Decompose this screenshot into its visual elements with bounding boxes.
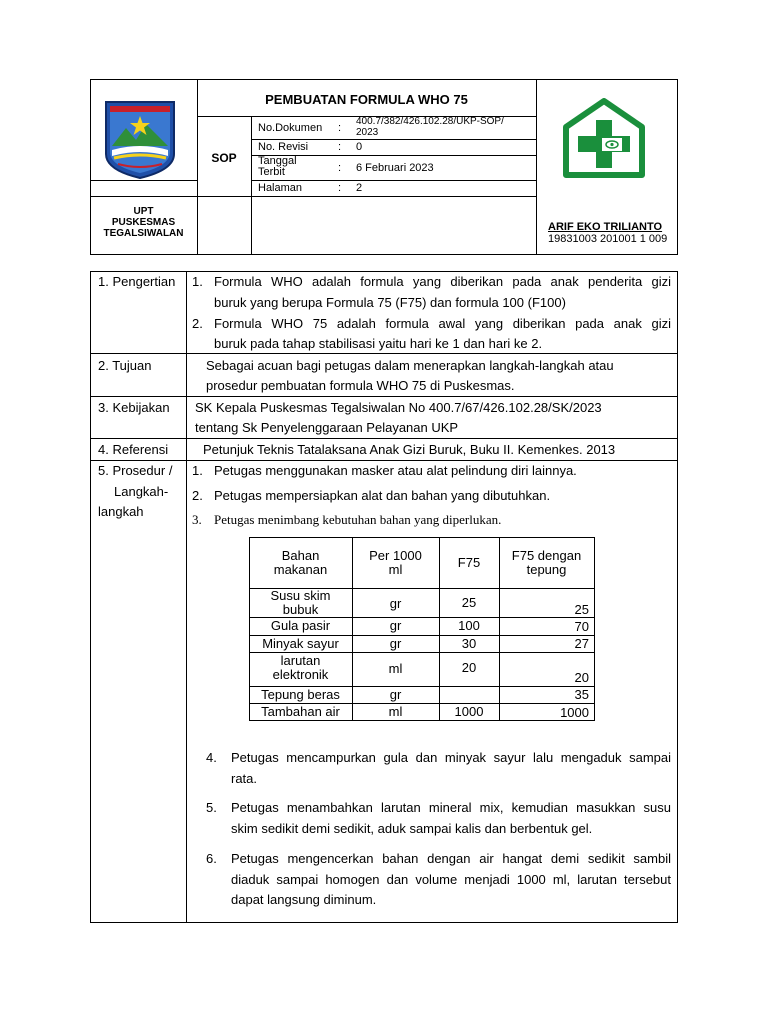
table-cell: 100	[458, 618, 480, 633]
step-text: Petugas menambahkan larutan mineral mix, kemudian masukkan susu	[231, 800, 671, 815]
step-text: dapat langsung diminum.	[231, 892, 377, 907]
table-header: F75	[457, 555, 481, 570]
table-cell: gr	[389, 636, 402, 651]
meta-sep: :	[338, 141, 342, 153]
table-header: ml	[388, 562, 403, 577]
kebijakan-text: tentang Sk Penyelenggaraan Pelayanan UKP	[195, 420, 459, 435]
puskesmas-logo	[562, 98, 646, 178]
table-cell: 25	[574, 602, 589, 617]
table-cell: ml	[388, 704, 403, 719]
table-cell: ml	[388, 661, 403, 676]
meta-sep: :	[338, 182, 342, 194]
signer-name: ARIF EKO TRILIANTO	[548, 221, 663, 233]
meta-label-tanggal: Tanggal	[258, 155, 297, 167]
list-number: 2.	[192, 488, 203, 503]
table-cell: bubuk	[282, 602, 319, 617]
tujuan-text: Sebagai acuan bagi petugas dalam menerapkan langkah-langkah atau	[206, 358, 614, 373]
table-cell: larutan	[280, 653, 321, 668]
meta-value-tanggal: 6 Februari 2023	[356, 162, 434, 174]
table-cell: 30	[461, 636, 477, 651]
org-name: PUSKESMAS	[111, 217, 176, 228]
document-title: PEMBUATAN FORMULA WHO 75	[265, 92, 468, 107]
table-cell: 20	[574, 670, 589, 685]
list-number: 5.	[206, 800, 217, 815]
meta-value-no-dokumen: 2023	[356, 127, 379, 138]
table-header: Per 1000	[369, 548, 422, 563]
table-cell: 20	[461, 660, 477, 675]
table-cell: gr	[389, 687, 402, 702]
meta-sep: :	[338, 162, 342, 174]
list-item-text: Formula WHO adalah formula yang diberikan pada anak penderita gizi	[214, 274, 671, 289]
section-label-tujuan: 2. Tujuan	[98, 358, 152, 373]
table-cell: gr	[389, 618, 402, 633]
step-text: Petugas mencampurkan gula dan minyak sayur lalu mengaduk sampai	[231, 750, 671, 765]
table-cell: Susu skim	[270, 588, 331, 603]
kebijakan-text: SK Kepala Puskesmas Tegalsiwalan No 400.7/67/426.102.28/SK/2023	[195, 400, 602, 415]
meta-value-no-dokumen: 400.7/382/426.102.28/UKP-SOP/	[356, 116, 504, 127]
table-header: F75 dengan	[511, 548, 582, 563]
table-header: makanan	[273, 562, 328, 577]
table-cell: Minyak sayur	[262, 636, 339, 651]
step-text: skim sedikit demi sedikit, aduk sampai kalis dan berbentuk gel.	[231, 821, 593, 836]
table-header: Bahan	[281, 548, 320, 563]
section-label-prosedur: Langkah-	[114, 484, 169, 499]
step-text: diaduk sampai homogen dan volume menjadi 1000 ml, larutan tersebut	[231, 872, 671, 887]
meta-label-halaman: Halaman	[258, 182, 303, 194]
list-number: 6.	[206, 851, 217, 866]
table-cell: gr	[389, 596, 402, 611]
table-cell: 25	[461, 595, 477, 610]
table-header: tepung	[526, 562, 567, 577]
org-name: TEGALSIWALAN	[103, 228, 184, 239]
meta-label-terbit: Terbit	[258, 166, 285, 178]
meta-label-no-revisi: No. Revisi	[258, 141, 309, 153]
table-cell: 1000	[560, 705, 589, 720]
list-item-text: buruk pada tahap stabilisasi yaitu hari ke 1 dan hari ke 2.	[214, 336, 543, 351]
referensi-text: Petunjuk Teknis Tatalaksana Anak Gizi Buruk, Buku II. Kemenkes. 2013	[203, 442, 616, 457]
meta-value-halaman: 2	[356, 182, 363, 194]
section-label-referensi: 4. Referensi	[98, 442, 169, 457]
meta-sep: :	[338, 122, 342, 134]
org-name: UPT	[133, 206, 154, 217]
sop-label: SOP	[211, 151, 237, 165]
section-label-pengertian: 1. Pengertian	[98, 274, 176, 289]
table-cell: 35	[574, 687, 589, 702]
signer-nip: 19831003 201001 1 009	[548, 233, 668, 245]
step-text: Petugas menimbang kebutuhan bahan yang diperlukan.	[214, 512, 502, 527]
list-item-text: Formula WHO 75 adalah formula awal yang diberikan pada anak gizi	[214, 316, 671, 331]
table-cell: Tambahan air	[261, 704, 340, 719]
step-text: rata.	[231, 771, 258, 786]
table-cell: elektronik	[272, 667, 329, 682]
step-text: Petugas menggunakan masker atau alat pelindung diri lainnya.	[214, 463, 577, 478]
step-text: Petugas mengencerkan bahan dengan air hangat demi sedikit sambil	[231, 851, 671, 866]
list-item-text: buruk yang berupa Formula 75 (F75) dan formula 100 (F100)	[214, 295, 566, 310]
list-number: 2.	[192, 316, 203, 331]
section-label-kebijakan: 3. Kebijakan	[98, 400, 170, 415]
regional-emblem-logo	[102, 100, 178, 180]
section-label-prosedur: 5. Prosedur /	[98, 463, 173, 478]
table-cell: 70	[574, 619, 589, 634]
list-number: 1.	[192, 274, 203, 289]
meta-value-no-revisi: 0	[356, 141, 363, 153]
list-number: 4.	[206, 750, 217, 765]
table-cell: Tepung beras	[261, 687, 340, 702]
step-text: Petugas mempersiapkan alat dan bahan yang dibutuhkan.	[214, 488, 551, 503]
tujuan-text: prosedur pembuatan formula WHO 75 di Puskesmas.	[206, 378, 515, 393]
section-label-prosedur: langkah	[98, 504, 144, 519]
list-number: 3.	[192, 512, 202, 527]
meta-label-no-dokumen: No.Dokumen	[258, 122, 323, 134]
table-cell: 27	[574, 636, 589, 651]
table-cell: Gula pasir	[270, 618, 331, 633]
table-cell: 1000	[454, 704, 484, 719]
list-number: 1.	[192, 463, 203, 478]
